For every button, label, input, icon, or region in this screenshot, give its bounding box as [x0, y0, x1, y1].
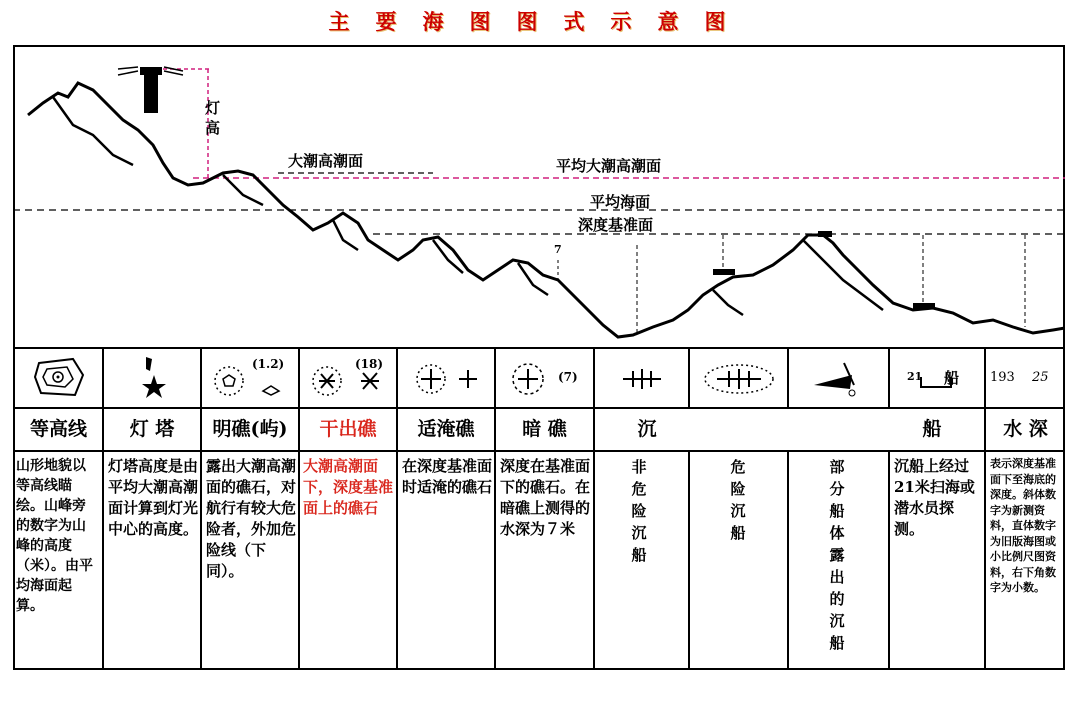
col-name-awash-rock: 适淹礁 — [417, 418, 475, 440]
spring-high-water-label: 大潮高潮面 — [288, 152, 364, 170]
col-name-islet: 明礁(屿) — [212, 418, 288, 440]
swept-wreck-icon — [890, 349, 984, 405]
col-name-lighthouse: 灯 塔 — [129, 418, 175, 440]
col-name-wreck: 沉 船 — [637, 418, 942, 440]
depth-new-label: 25 — [1032, 370, 1049, 385]
contour-icon — [15, 349, 102, 405]
sunken-rock-icon — [496, 349, 593, 405]
col-name-sunken-rock: 暗 礁 — [522, 418, 567, 440]
wreck-depth-label: 21 — [907, 370, 923, 383]
dangerous-wreck-icon — [690, 349, 787, 405]
col-name-drying-rock: 干出礁 — [319, 418, 377, 440]
rock-label: (7) — [558, 370, 578, 384]
desc-nondangerous-wreck: 非危险沉船 — [631, 458, 647, 564]
drying-label: (18) — [355, 357, 384, 371]
desc-swept-wreck: 沉船上经过21米扫海或潜水员探测。 — [894, 457, 975, 538]
col-name-contour: 等高线 — [29, 418, 87, 440]
depth-old-label: 193 — [990, 370, 1015, 385]
desc-sunken-rock: 深度在基准面下的礁石。在暗礁上测得的水深为７米 — [500, 457, 591, 538]
awash-rock-icon — [398, 349, 494, 405]
desc-showing-wreck: 部分船体露出的沉船 — [829, 458, 845, 652]
lighthouse-tower — [144, 73, 158, 113]
desc-contour: 山形地貌以等高线瞄绘。山峰旁的数字为山峰的高度（米）。由平均海面起算。 — [16, 458, 93, 614]
depth-7-label: 7 — [554, 243, 562, 256]
light-height-label: 灯高 — [205, 99, 221, 137]
islet-label: (1.2) — [252, 357, 285, 371]
desc-depth: 表示深度基准面下至海底的深度。斜体数字为新测资料，直体数字为旧版海图或小比例尺图资料，右下角数字为小数。 — [990, 457, 1056, 594]
page-title: 主要海图图式示意图 — [328, 9, 752, 34]
desc-drying-rock: 大潮高潮面下，深度基准面上的礁石 — [303, 457, 394, 517]
desc-dangerous-wreck: 危险沉船 — [730, 458, 746, 542]
desc-lighthouse: 灯塔高度是由平均大潮高潮面计算到灯光中心的高度。 — [108, 457, 199, 538]
showing-wreck-icon — [789, 349, 888, 405]
msl-label: 平均海面 — [590, 193, 651, 211]
chart-datum-label: 深度基准面 — [578, 216, 654, 234]
nondangerous-wreck-icon — [595, 349, 688, 405]
wreck-text-label: 船 — [944, 369, 960, 387]
desc-islet: 露出大潮高潮面的礁石，对航行有较大危险者，外加危险线（下同）。 — [206, 457, 297, 580]
col-name-depth: 水 深 — [1003, 418, 1048, 440]
coastal-profile-diagram — [13, 45, 1065, 348]
lighthouse-icon — [104, 349, 200, 405]
desc-awash-rock: 在深度基准面时适淹的礁石 — [402, 457, 493, 496]
mhws-label: 平均大潮高潮面 — [556, 157, 662, 175]
